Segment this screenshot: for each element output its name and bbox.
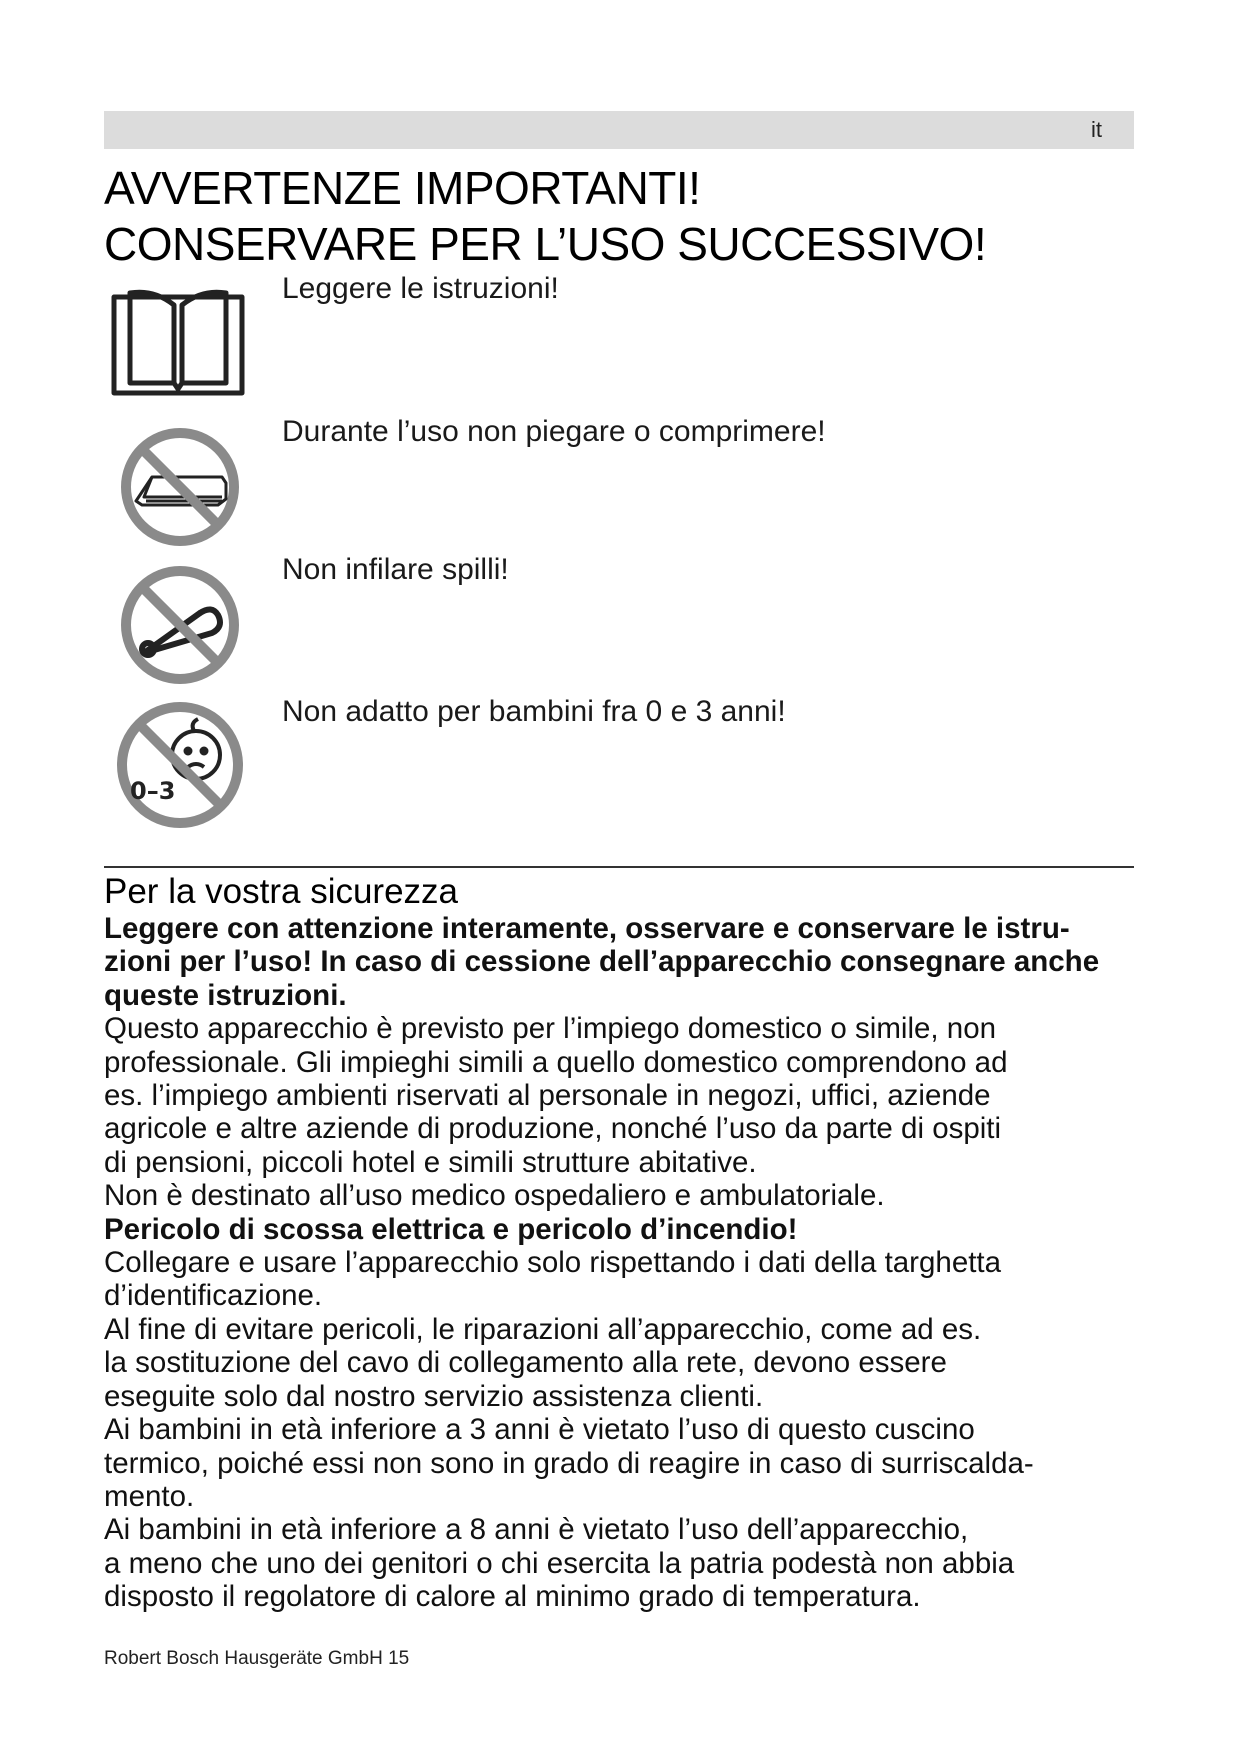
warning-no-pins xyxy=(104,553,1104,683)
no-folding-icon xyxy=(118,425,242,549)
safety-body xyxy=(104,912,1184,1614)
safety-line: Questo apparecchio è previsto per l’impiego domestico o simile, non xyxy=(104,1012,997,1046)
warning-read-instructions xyxy=(104,272,1104,405)
warning-no-folding xyxy=(104,415,1104,545)
safety-line: d’identificazione. xyxy=(104,1279,323,1313)
safety-line: Al fine di evitare pericoli, le riparazioni all’apparecchio, come ad es. xyxy=(104,1312,982,1346)
warning-text: Non infilare spilli! xyxy=(282,553,509,586)
warning-text: Non adatto per bambini fra 0 e 3 anni! xyxy=(282,695,786,728)
safety-line: professionale. Gli impieghi simili a quello domestico comprendono ad xyxy=(104,1045,1008,1079)
safety-line: a meno che uno dei genitori o chi esercita la patria podestà non abbia xyxy=(104,1546,1015,1580)
title-line-1: AVVERTENZE IMPORTANTI! xyxy=(104,162,701,214)
page-title xyxy=(104,160,986,272)
title-line-2: CONSERVARE PER L’USO SUCCESSIVO! xyxy=(104,218,987,270)
warning-no-children xyxy=(104,695,1104,835)
safety-section-title: Per la vostra sicurezza xyxy=(104,872,459,911)
safety-line: eseguite solo dal nostro servizio assistenza clienti. xyxy=(104,1379,764,1413)
language-code: it xyxy=(1091,117,1102,142)
warning-text: Leggere le istruzioni! xyxy=(282,272,559,305)
safety-line: disposto il regolatore di calore al minimo grado di temperatura. xyxy=(104,1580,921,1614)
safety-line: Ai bambini in età inferiore a 8 anni è vietato l’uso dell’apparecchio, xyxy=(104,1513,969,1547)
safety-line: di pensioni, piccoli hotel e simili strutture abitative. xyxy=(104,1145,757,1179)
safety-bold-line: Leggere con attenzione interamente, osservare e conservare le istru- xyxy=(104,912,1070,945)
safety-line: Non è destinato all’uso medico ospedaliero e ambulatoriale. xyxy=(104,1179,885,1213)
language-bar xyxy=(104,111,1134,149)
safety-line: agricole e altre aziende di produzione, nonché l’uso da parte di ospiti xyxy=(104,1112,1002,1146)
safety-line: termico, poiché essi non sono in grado di reagire in caso di surriscalda- xyxy=(104,1446,1034,1480)
safety-bold-line: queste istruzioni. xyxy=(104,978,347,1012)
safety-line: Collegare e usare l’apparecchio solo rispettando i dati della targhetta xyxy=(104,1246,1002,1280)
safety-bold-line: zioni per l’uso! In caso di cessione dell’apparecchio consegnare anche xyxy=(104,945,1100,979)
safety-bold-line: Pericolo di scossa elettrica e pericolo d’incendio! xyxy=(104,1212,798,1246)
safety-line: la sostituzione del cavo di collegamento alla rete, devono essere xyxy=(104,1346,947,1380)
no-children-0-3-icon xyxy=(114,699,246,831)
no-pins-icon xyxy=(118,563,242,687)
safety-line: mento. xyxy=(104,1479,195,1513)
safety-line: es. l’impiego ambienti riservati al personale in negozi, uffici, aziende xyxy=(104,1079,991,1113)
section-divider xyxy=(104,866,1134,868)
age-range-label: 0–3 xyxy=(130,777,176,805)
book-icon xyxy=(110,275,246,397)
warning-text: Durante l’uso non piegare o comprimere! xyxy=(282,415,826,448)
safety-line: Ai bambini in età inferiore a 3 anni è vietato l’uso di questo cuscino xyxy=(104,1413,975,1447)
footer: Robert Bosch Hausgeräte GmbH 15 xyxy=(104,1648,410,1669)
